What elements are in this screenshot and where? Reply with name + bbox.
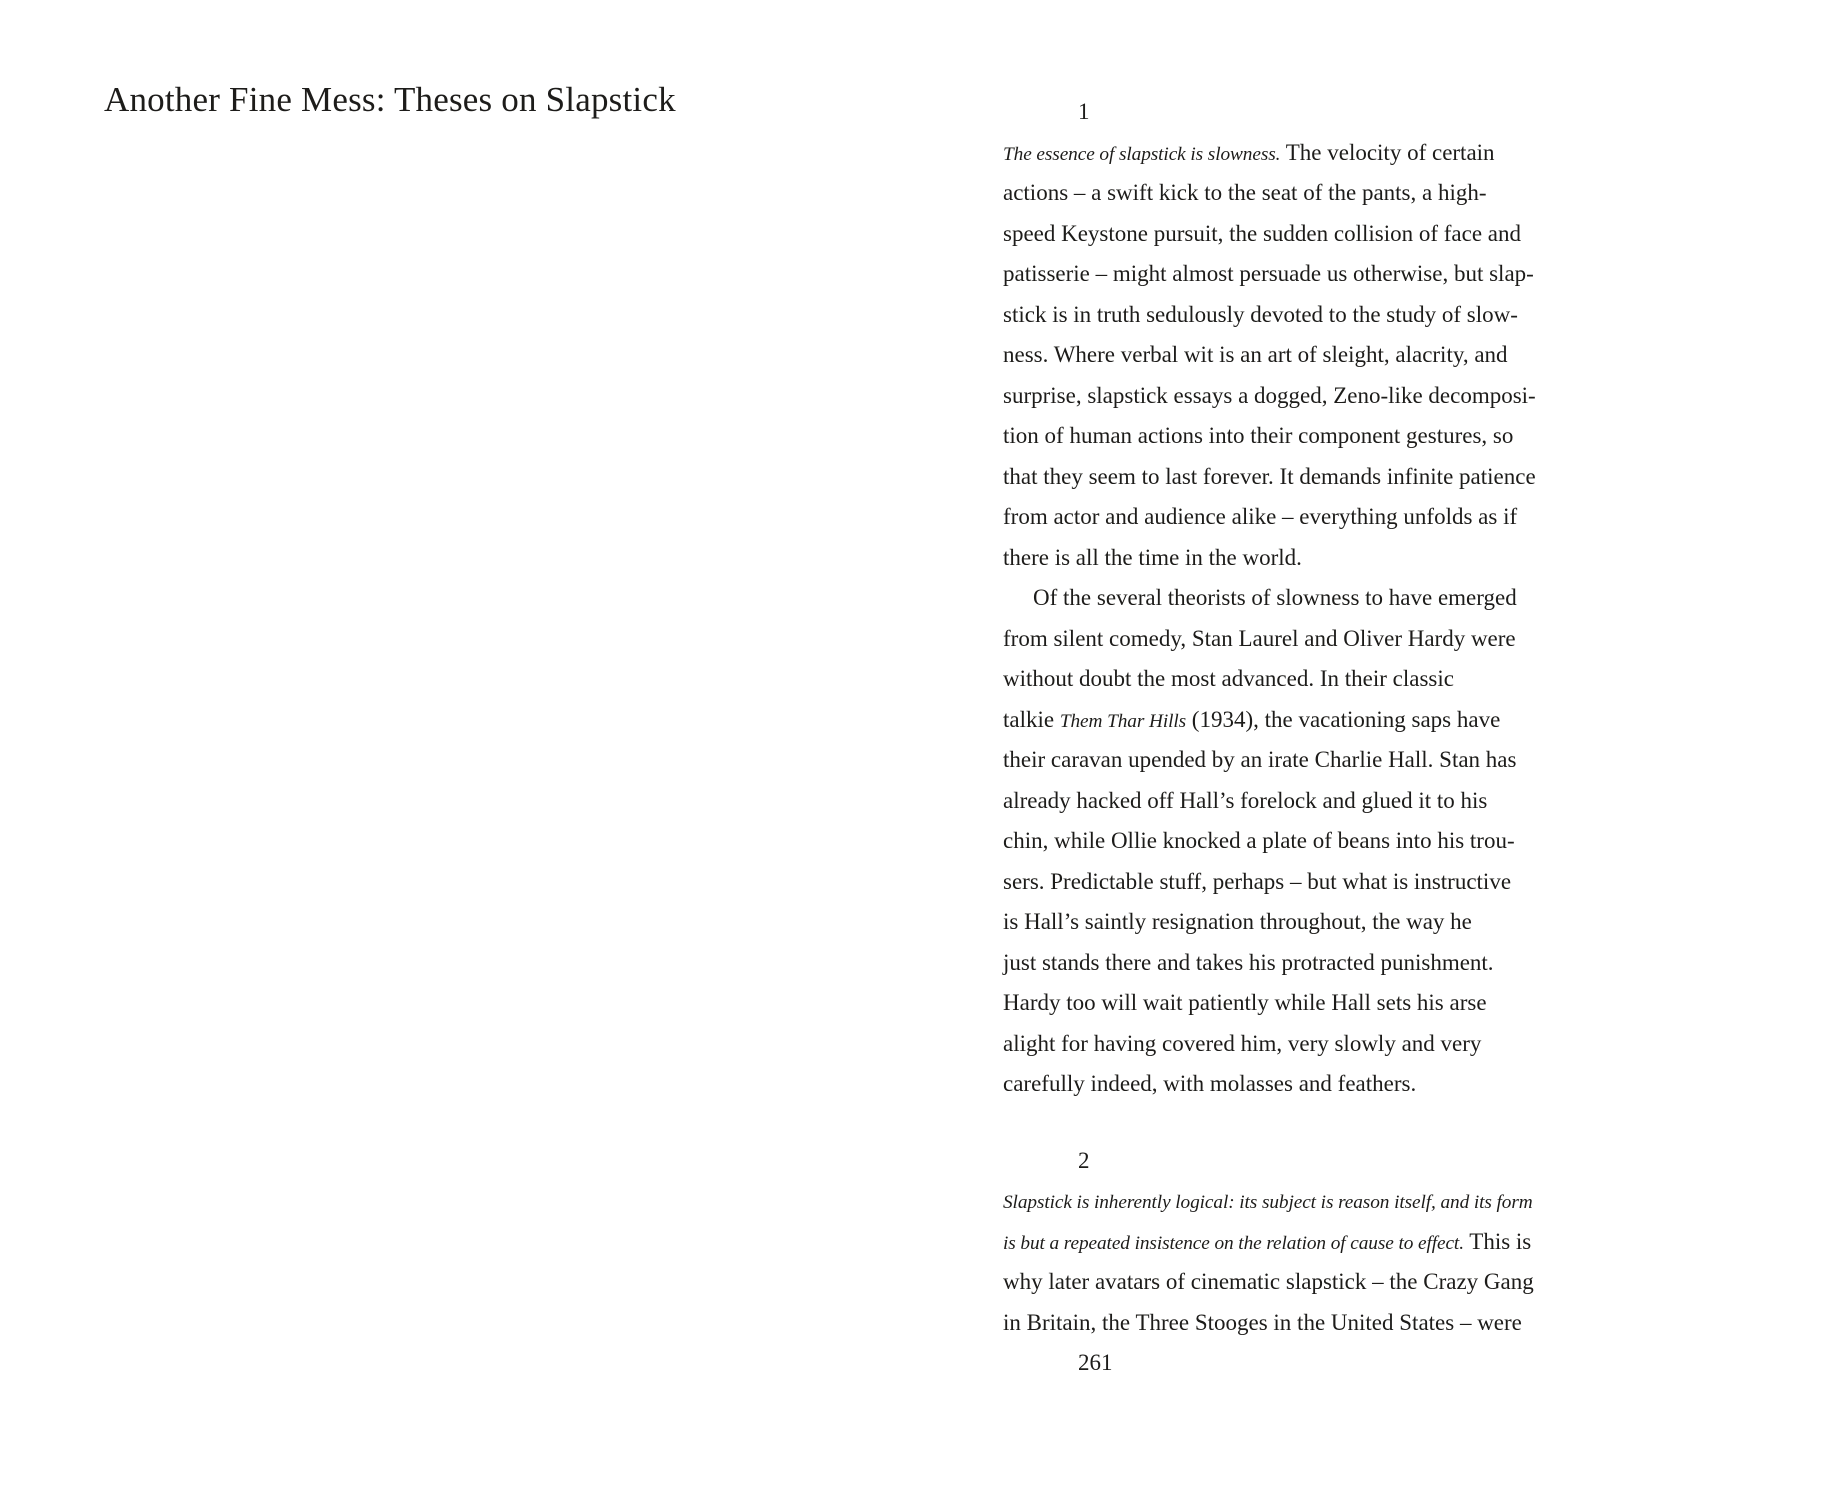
body-text: talkie [1003,706,1060,732]
text-column [1003,92,1536,1384]
text-line [1003,902,1515,943]
body-text: patisserie – might almost persuade us otherwise, but slap- [1003,261,1534,286]
page-title: Another Fine Mess: Theses on Slapstick [104,80,676,119]
text-line [1003,862,1515,903]
body-text: stick is in truth sedulously devoted to the study of slow- [1003,301,1518,327]
text-line [1003,943,1515,984]
body-text: surprise, slapstick essays a dogged, Zeno-like decomposi- [1003,382,1536,408]
body-text: from actor and audience alike – everything unfolds as if [1003,504,1518,529]
body-text: from silent comedy, Stan Laurel and Oliver Hardy were [1003,625,1516,651]
body-text: Hardy too will wait patiently while Hall sets his arse [1003,990,1487,1015]
body-text: alight for having covered him, very slowly and very [1003,1030,1482,1056]
body-text: tion of human actions into their component gestures, so [1003,423,1514,448]
body-text: there is all the time in the world. [1003,544,1302,570]
text-line [1003,1024,1515,1065]
text-line [1003,376,1536,417]
text-line [1003,781,1515,822]
section-gap [1003,1105,1515,1141]
sections-container [1003,92,1536,1343]
text-line [1003,133,1515,174]
body-text: just stands there and takes his protracted punishment. [1003,949,1494,975]
body-text: Of the several theorists of slowness to have emerged [1033,585,1517,610]
body-text: why later avatars of cinematic slapstick – the Crazy Gang [1003,1269,1534,1294]
text-line [1003,983,1515,1024]
text-line [1003,295,1518,336]
text-line [1003,659,1515,700]
section-number: 1 [1078,99,1090,124]
body-text: in Britain, the Three Stooges in the United States – were [1003,1309,1522,1335]
text-line [1003,173,1515,214]
body-text: their caravan upended by an irate Charlie Hall. Stan has [1003,747,1517,772]
text-line [1003,538,1515,579]
body-text: without doubt the most advanced. In their classic [1003,666,1454,691]
section-number: 2 [1078,1147,1090,1173]
body-text: already hacked off Hall’s forelock and glued it to his [1003,787,1488,813]
body-text: that they seem to last forever. It demands infinite patience [1003,463,1536,489]
text-line [1003,457,1536,498]
page-number: 261 [1078,1350,1113,1375]
body-text: carefully indeed, with molasses and feathers. [1003,1071,1417,1096]
text-line [1003,214,1522,255]
body-text: chin, while Ollie knocked a plate of beans into his trou- [1003,828,1515,853]
body-text: (1934), the vacationing saps have [1186,706,1501,732]
text-line [1003,497,1518,538]
body-text: This is [1463,1228,1532,1254]
body-text: actions – a swift kick to the seat of the pants, a high- [1003,180,1487,205]
body-text: speed Keystone pursuit, the sudden collision of face and [1003,220,1522,246]
text-line [1003,1222,1532,1263]
text-line [1003,619,1515,660]
text-line [1003,1262,1534,1303]
italic-text: Slapstick is inherently logical: its subject is reason itself, and its form [1003,1192,1533,1213]
text-line [1003,1064,1515,1105]
text-line [1003,335,1515,376]
text-line [1003,1181,1533,1222]
text-line [1003,740,1515,781]
italic-text: Them Thar Hills [1059,710,1187,732]
text-line [1003,700,1515,741]
text-line [1003,578,1515,619]
italic-text: The essence of slapstick is slowness. [1003,143,1281,165]
body-text: is Hall’s saintly resignation throughout, the way he [1003,909,1472,934]
text-line [1003,416,1515,457]
body-text: ness. Where verbal wit is an art of sleight, alacrity, and [1003,342,1508,367]
body-text: sers. Predictable stuff, perhaps – but what is instructive [1003,868,1512,894]
text-line [1003,821,1515,862]
italic-text: is but a repeated insistence on the relation of cause to effect. [1003,1232,1464,1254]
text-line [1003,254,1534,295]
text-line [1003,1303,1522,1344]
body-text: The velocity of certain [1280,139,1495,165]
